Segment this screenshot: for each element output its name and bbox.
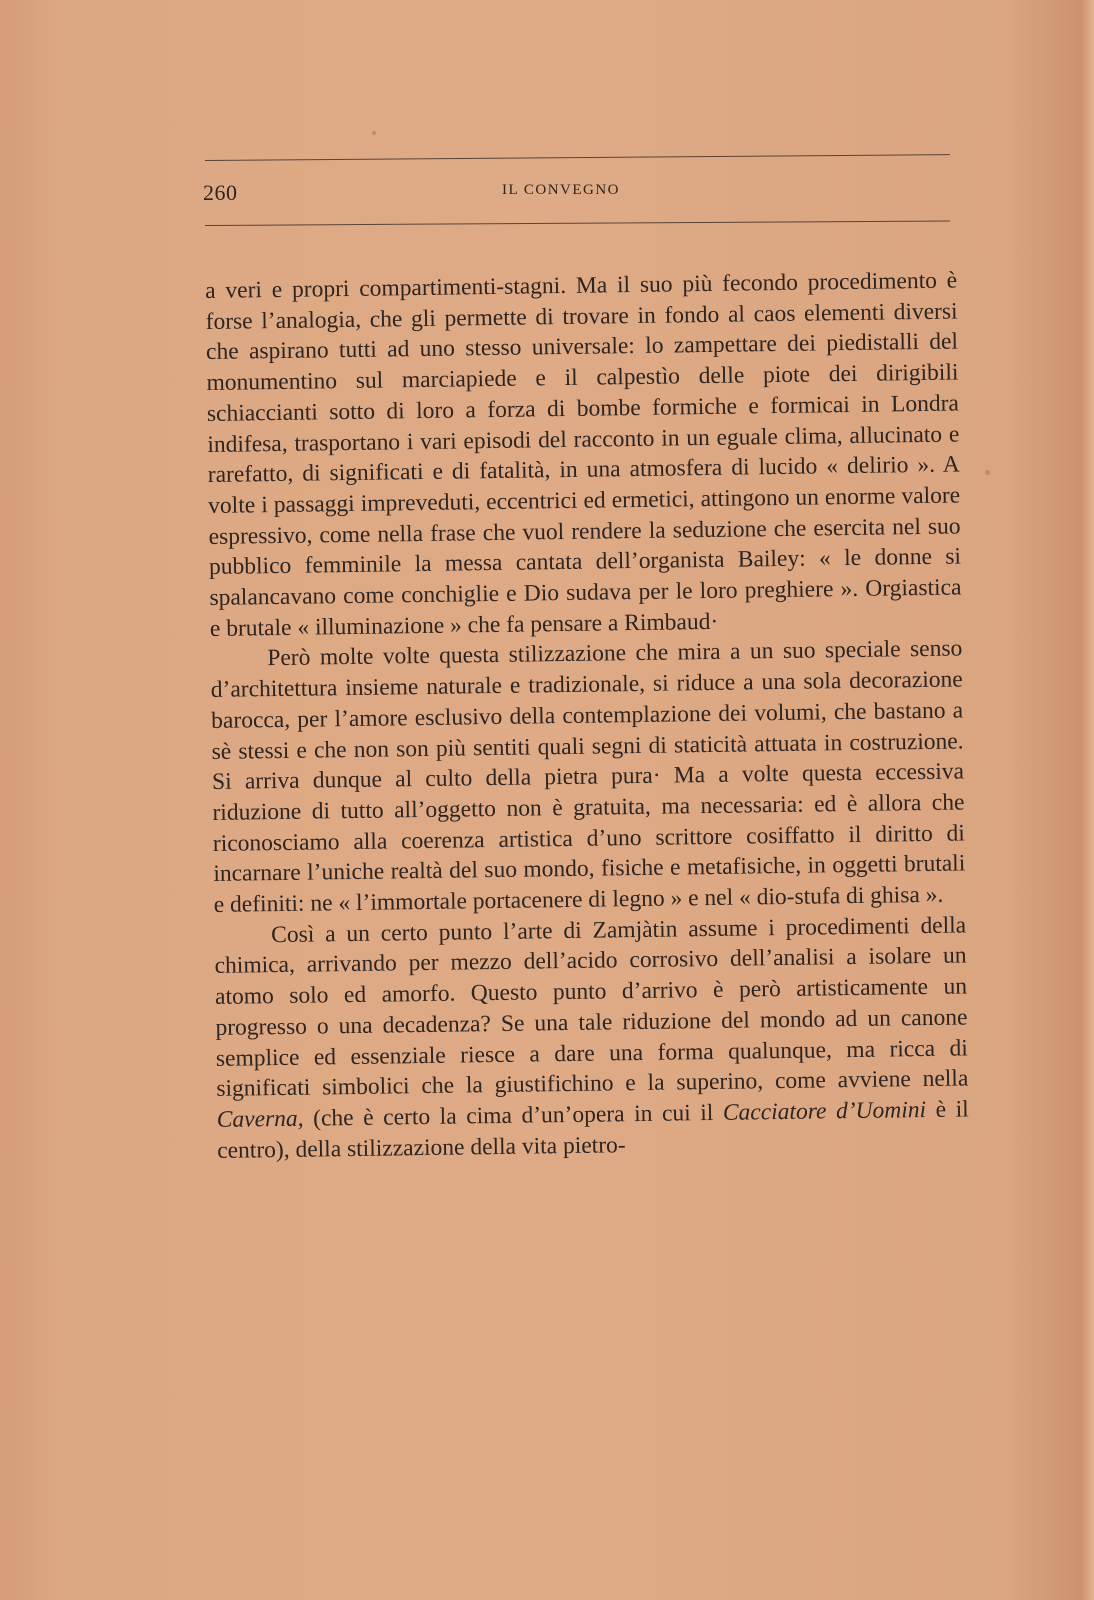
text-run: Così a un certo punto l’arte di Zamjàtin assume i procedimenti della chimica, arrivando per mezzo dell’acido corrosivo dell’analisi a isolare un atomo solo ed amorfo. Questo punto d’arrivo è però artisticamente un progresso o una decadenza? Se una tale riduzione del mondo ad un canone semplice ed essenziale riesce a dare una forma qualunque, ma ricca di significati simbolici che la giustifichino e la superino, come avviene nella <box>214 912 969 1103</box>
paragraph: a veri e propri compartimenti-stagni. Ma il suo più fecondo procedimento è forse l’analogia, che gli permette di trovare in fondo al caos elementi diversi che aspirano tutti ad uno stesso universale: lo zampettare dei piedistalli del monumentino sul marciapiede e il calpestìo delle piote dei dirigibili schiaccianti sotto di loro a forza di bombe formiche e formicai in Londra indifesa, trasportano i vari episodi del racconto in un eguale clima, allucinato e rarefatto, di significati e di fatalità, in una atmosfera di lucido « delirio ». A volte i passaggi impreveduti, eccentrici ed ermetici, attingono un enorme valore espressivo, come nella frase che vuol rendere la seduzione che esercita nel suo pubblico femminile la messa cantata dell’organista Bailey: « le donne si spalancavano come conchiglie e Dio sudava per le loro preghiere ». Orgiastica e brutale « illuminazione » che fa pensare a Rimbaud· <box>205 267 962 642</box>
paragraph: Però molte volte questa stilizzazione che mira a un suo speciale senso d’architettura insieme naturale e tradizionale, si riduce a una sola decorazione barocca, per l’amore esclusivo della contemplazione dei volumi, che bastano a sè stessi e che non son più sentiti quali segni di staticità attuata in costruzione. Si arriva dunque al culto della pietra pura· Ma a volte questa eccessiva riduzione di tutto all’oggetto non è gratuita, ma necessaria: ed è allora che riconosciamo alla coerenza artistica d’uno scrittore cosiffatto il diritto di incarnare l’uniche realtà del suo mondo, fisiche e metafisiche, in oggetti brutali e definiti: ne « l’immortale portacenere di legno » e nel « dio-stufa di ghisa ». <box>210 635 966 918</box>
running-head: IL CONVEGNO <box>502 182 621 198</box>
italic-title: Caverna, <box>216 1105 304 1133</box>
paper-spot <box>372 131 376 135</box>
paper-spot <box>985 470 990 475</box>
page-edge <box>1082 0 1094 1600</box>
page-number: 260 <box>203 180 238 205</box>
italic-title: Cacciatore d’Uomini <box>722 1096 927 1126</box>
text-run: (che è certo la cima d’un’opera in cui il <box>303 1099 724 1132</box>
body-text <box>205 266 969 1167</box>
paragraph <box>214 910 969 1166</box>
text-run: è il centro), della stilizzazione della vita pietro- <box>217 1096 969 1164</box>
